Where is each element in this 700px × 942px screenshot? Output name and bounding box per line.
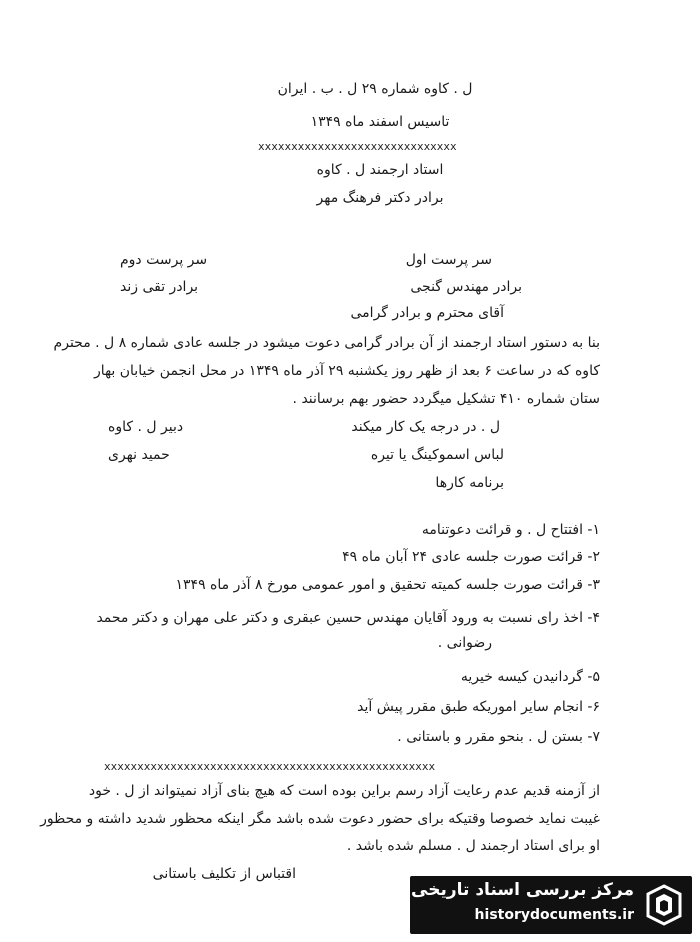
invitation-line-1: بنا به دستور استاد ارجمند از آن برادر گرامی دعوت میشود در جلسه عادی شماره ۸ ل . محترم xyxy=(53,335,600,351)
footer-line-3: او برای استاد ارجمند ل . مسلم شده باشد . xyxy=(346,838,600,854)
footer-line-2: غیبت نماید خصوصا وقتیکه برای حضور دعوت شده باشد مگر اینکه محظور شدید داشته و محظور xyxy=(40,811,600,827)
secretary-name: حمید نهری xyxy=(108,447,170,463)
agenda-item: ۱- افتتاح ل . و قرائت دعوتنامه xyxy=(421,522,600,538)
agenda-item: ۲- قرائت صورت جلسه عادی ۲۴ آبان ماه ۴۹ xyxy=(342,549,600,565)
second-supervisor-title: سر پرست دوم xyxy=(120,252,208,268)
footer-line-1: از آزمنه قدیم عدم رعایت آزاد رسم براین بوده است که هیچ بنای آزاد نمیتواند از ل . خود xyxy=(88,783,600,799)
watermark-title: مرکز بررسی اسناد تاریخی xyxy=(411,880,634,900)
agenda-item: ۷- بستن ل . بنحو مقرر و باستانی . xyxy=(397,729,600,745)
dress-code: لباس اسموکینگ یا تیره xyxy=(370,447,504,463)
agenda-item: ۴- اخذ رای نسبت به ورود آقایان مهندس حسین عبقری و دکتر علی مهران و دکتر محمد xyxy=(96,610,600,626)
second-supervisor-name: برادر تقی زند xyxy=(120,279,199,295)
footer-divider: xxxxxxxxxxxxxxxxxxxxxxxxxxxxxxxxxxxxxxxxxxxxxxxxxx xyxy=(104,760,436,773)
agenda-item: ۳- قرائت صورت جلسه کمیته تحقیق و امور عمومی مورخ ۸ آذر ماه ۱۳۴۹ xyxy=(175,577,600,593)
header-master-title: استاد ارجمند ل . کاوه xyxy=(316,162,444,178)
secretary-title: دبیر ل . کاوه xyxy=(108,419,184,435)
invitation-line-2: کاوه که در ساعت ۶ بعد از ظهر روز یکشنبه ۲۹ آذر ماه ۱۳۴۹ در محل انجمن خیابان بهار xyxy=(93,363,600,379)
archive-logo-icon xyxy=(642,882,686,928)
first-supervisor-title: سر پرست اول xyxy=(405,252,492,268)
header-founded: تاسیس اسفند ماه ۱۳۴۹ xyxy=(310,114,450,130)
agenda-item-continuation: رضوانی . xyxy=(437,635,492,651)
first-supervisor-name: برادر مهندس گنجی xyxy=(410,279,522,295)
salutation: آقای محترم و برادر گرامی xyxy=(350,305,504,321)
agenda-item: ۶- انجام سایر اموریکه طبق مقرر پیش آید xyxy=(357,699,600,715)
agenda-item: ۵- گردانیدن کیسه خیریه xyxy=(460,669,600,685)
header-divider: xxxxxxxxxxxxxxxxxxxxxxxxxxxxxx xyxy=(258,140,457,153)
header-lodge-title: ل . کاوه شماره ۲۹ ل . ب . ایران xyxy=(277,81,473,97)
degree-info: ل . در درجه یک کار میکند xyxy=(351,419,500,435)
header-master-name: برادر دکتر فرهنگ مهر xyxy=(316,190,444,206)
watermark-badge xyxy=(410,876,692,934)
invitation-line-3: ستان شماره ۴۱۰ تشکیل میگردد حضور بهم برسانند . xyxy=(292,391,600,407)
watermark-url: historydocuments.ir xyxy=(474,907,634,923)
footer-signature: اقتباس از تکلیف باستانی xyxy=(152,866,296,882)
agenda-heading: برنامه کارها xyxy=(435,475,504,491)
